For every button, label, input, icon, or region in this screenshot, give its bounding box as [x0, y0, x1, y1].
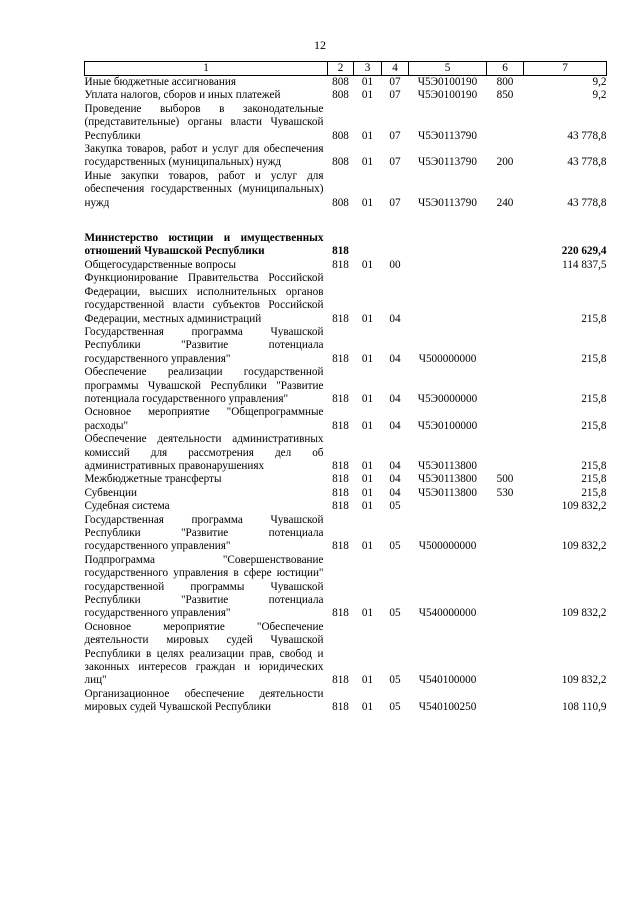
table-row: [85, 514, 607, 554]
row-name: Государственная программа Чувашской Республики "Развитие потенциала государственного управления": [84, 325, 324, 365]
row-amount: 215,8: [581, 473, 607, 486]
table-row: [85, 473, 607, 486]
row-target-article: [409, 272, 487, 326]
row-chapter: 818: [332, 500, 349, 513]
row-target-article: Ч5Э0100190: [417, 76, 478, 88]
row-expense-type: 240: [496, 196, 514, 209]
table-row: [85, 170, 607, 210]
row-expense-type: [487, 272, 524, 326]
spacer-row: [85, 210, 607, 232]
row-expense-type: 500: [496, 473, 514, 486]
row-target-article: [409, 259, 487, 272]
row-amount: 109 832,2: [561, 540, 607, 553]
row-chapter: 818: [332, 473, 349, 486]
row-subsection: 05: [389, 674, 401, 687]
row-name: Субвенции: [84, 486, 137, 499]
column-header-5: 5: [409, 62, 487, 76]
column-header-4: 4: [382, 62, 409, 76]
row-section: 01: [361, 76, 374, 88]
row-amount: 215,8: [581, 486, 607, 499]
row-subsection: 05: [389, 540, 401, 553]
row-amount: 43 778,8: [567, 196, 607, 209]
column-header-6: 6: [487, 62, 524, 76]
row-name: Судебная система: [84, 500, 170, 513]
row-amount: 108 110,9: [562, 701, 607, 714]
row-target-article: Ч500000000: [418, 540, 477, 553]
row-name: Межбюджетные трансферты: [84, 473, 222, 486]
row-subsection: 05: [389, 701, 401, 714]
row-target-article: Ч5Э0113790: [418, 156, 477, 169]
row-target-article: Ч500000000: [418, 352, 477, 365]
row-target-article: Ч5Э0113790: [418, 129, 477, 142]
row-target-article: Ч5Э0100190: [417, 89, 478, 102]
row-chapter: 818: [332, 245, 349, 258]
row-target-article: Ч5Э0113800: [418, 459, 477, 472]
row-target-article: Ч5Э0000000: [417, 392, 478, 405]
column-header-3: 3: [354, 62, 382, 76]
row-section: 01: [361, 89, 374, 102]
row-subsection: 04: [389, 312, 401, 325]
row-section: 01: [361, 312, 374, 325]
table-row: [85, 554, 607, 621]
row-chapter: 808: [332, 76, 349, 88]
row-section: 01: [361, 258, 374, 271]
row-expense-type: [487, 326, 524, 366]
row-section: 01: [361, 607, 374, 620]
row-subsection: 04: [389, 459, 401, 472]
row-target-article: Ч5Э0113800: [418, 473, 477, 486]
table-row: [85, 500, 607, 513]
page-number: 12: [314, 38, 326, 52]
row-section: 01: [361, 129, 374, 142]
row-amount: 215,8: [581, 352, 607, 365]
column-header-2: 2: [328, 62, 354, 76]
row-chapter: 818: [332, 607, 349, 620]
row-chapter: 808: [332, 156, 349, 169]
row-name: Основное мероприятие "Обеспечение деятельности мировых судей Чувашской Республики в целях реализации прав, свобод и законных интересов граждан и юридических лиц": [84, 620, 324, 687]
row-section: 01: [361, 500, 374, 513]
row-expense-type: 200: [496, 156, 514, 169]
table-row: [85, 326, 607, 366]
row-subsection: 04: [389, 392, 401, 405]
row-subsection: 00: [389, 258, 401, 271]
table-row: [85, 688, 607, 715]
row-amount: 215,8: [581, 459, 607, 472]
row-chapter: 808: [332, 89, 349, 102]
table-row: [85, 433, 607, 473]
row-subsection: 07: [389, 89, 401, 102]
row-subsection: 04: [389, 473, 401, 486]
row-amount: 109 832,2: [561, 674, 607, 687]
table-row: [85, 487, 607, 500]
row-expense-type: [487, 406, 524, 433]
row-expense-type: [487, 500, 524, 513]
table-body: [85, 76, 607, 715]
row-amount: 43 778,8: [567, 129, 607, 142]
row-name: Уплата налогов, сборов и иных платежей: [84, 89, 281, 102]
row-target-article: Ч540100000: [418, 674, 477, 687]
row-section: 01: [361, 419, 374, 432]
table-row: [85, 232, 607, 259]
row-section: 01: [361, 459, 374, 472]
table-row: [85, 89, 607, 102]
row-amount: 215,8: [581, 419, 607, 432]
row-name: Организационное обеспечение деятельности мировых судей Чувашской Республики: [84, 687, 324, 714]
row-section: 01: [361, 156, 374, 169]
column-header-7: 7: [524, 62, 607, 76]
row-chapter: 818: [332, 701, 349, 714]
row-chapter: 808: [332, 129, 349, 142]
row-chapter: 818: [332, 540, 349, 553]
row-expense-type: [487, 688, 524, 715]
row-section: 01: [361, 540, 374, 553]
row-amount: 215,8: [581, 312, 607, 325]
row-expense-type: [487, 433, 524, 473]
row-amount: 43 778,8: [567, 156, 607, 169]
row-name: Иные бюджетные ассигнования: [84, 76, 236, 88]
row-expense-type: [487, 621, 524, 688]
table-row: [85, 143, 607, 170]
row-chapter: 808: [332, 196, 349, 209]
table-row: [85, 621, 607, 688]
row-subsection: 05: [389, 500, 401, 513]
row-subsection: 07: [389, 196, 401, 209]
row-amount: 9,2: [592, 89, 607, 102]
row-name: Общегосударственные вопросы: [84, 258, 237, 271]
row-target-article: [409, 232, 487, 259]
row-amount: 114 837,5: [562, 258, 607, 271]
row-chapter: 818: [332, 392, 349, 405]
row-section: 01: [361, 473, 374, 486]
row-subsection: 04: [389, 486, 401, 499]
row-expense-type: [487, 514, 524, 554]
row-name: Обеспечение реализации государственной программы Чувашской Республики "Развитие потенциала государственного управления": [84, 366, 324, 405]
row-name: Основное мероприятие "Общепрограммные расходы": [84, 406, 324, 432]
row-chapter: 818: [332, 459, 349, 472]
row-expense-type: [487, 366, 524, 406]
row-amount: 109 832,2: [561, 500, 607, 513]
row-target-article: Ч5Э0100000: [417, 419, 478, 432]
row-subsection: 04: [389, 352, 401, 365]
table-row: [85, 76, 607, 90]
spacer-cell: [85, 210, 607, 232]
row-section: 01: [361, 674, 374, 687]
row-name: Функционирование Правительства Российской Федерации, высших исполнительных органов государственной власти субъектов Российской Федерации, местных администраций: [84, 272, 324, 325]
row-chapter: 818: [332, 312, 349, 325]
table-row: [85, 272, 607, 326]
table-row: [85, 259, 607, 272]
table-row: [85, 366, 607, 406]
row-expense-type: [487, 259, 524, 272]
row-target-article: Ч5Э0113790: [418, 196, 477, 209]
row-name: Обеспечение деятельности административных комиссий для рассмотрения дел об административных правонарушениях: [84, 433, 324, 472]
row-target-article: [409, 500, 487, 513]
row-section: 01: [361, 486, 374, 499]
row-subsection: 07: [389, 76, 401, 88]
row-expense-type: [487, 554, 524, 621]
row-name: Закупка товаров, работ и услуг для обеспечения государственных (муниципальных) нужд: [84, 143, 324, 169]
row-name: Проведение выборов в законодательные (представительные) органы власти Чувашской Республики: [84, 102, 324, 142]
row-expense-type: [487, 103, 524, 143]
row-section: [354, 232, 382, 259]
table-header-row: [85, 62, 607, 76]
row-subsection: 04: [389, 419, 401, 432]
row-subsection: 05: [389, 607, 401, 620]
row-name: Министерство юстиции и имущественных отношений Чувашской Республики: [84, 232, 324, 258]
row-amount: 215,8: [581, 392, 607, 405]
row-chapter: 818: [332, 258, 349, 271]
row-name: Государственная программа Чувашской Республики "Развитие потенциала государственного управления": [84, 513, 324, 553]
row-expense-type: 850: [496, 89, 514, 102]
row-subsection: 07: [389, 156, 401, 169]
row-expense-type: [487, 232, 524, 259]
row-subsection: [382, 232, 409, 259]
row-amount: 220 629,4: [561, 245, 607, 258]
column-header-1: 1: [85, 62, 328, 76]
row-chapter: 818: [332, 486, 349, 499]
row-name: Подпрограмма "Совершенствование государственного управления в сфере юстиции" государственной программы Чувашской Республики "Развитие потенциала государственного управления": [84, 553, 324, 620]
row-chapter: 818: [332, 352, 349, 365]
table-row: [85, 406, 607, 433]
row-section: 01: [361, 701, 374, 714]
row-section: 01: [361, 352, 374, 365]
row-amount: 109 832,2: [561, 607, 607, 620]
row-name: Иные закупки товаров, работ и услуг для обеспечения государственных (муниципальных) нужд: [84, 169, 324, 209]
row-chapter: 818: [332, 419, 349, 432]
row-amount: 9,2: [592, 76, 607, 88]
row-section: 01: [361, 392, 374, 405]
row-chapter: 818: [332, 674, 349, 687]
row-target-article: Ч540000000: [418, 607, 477, 620]
table-row: [85, 103, 607, 143]
row-expense-type: 530: [496, 486, 514, 499]
row-expense-type: 800: [496, 76, 514, 88]
row-section: 01: [361, 196, 374, 209]
row-subsection: 07: [389, 129, 401, 142]
row-target-article: Ч5Э0113800: [418, 486, 477, 499]
budget-table: [84, 61, 607, 715]
row-target-article: Ч540100250: [418, 701, 477, 714]
